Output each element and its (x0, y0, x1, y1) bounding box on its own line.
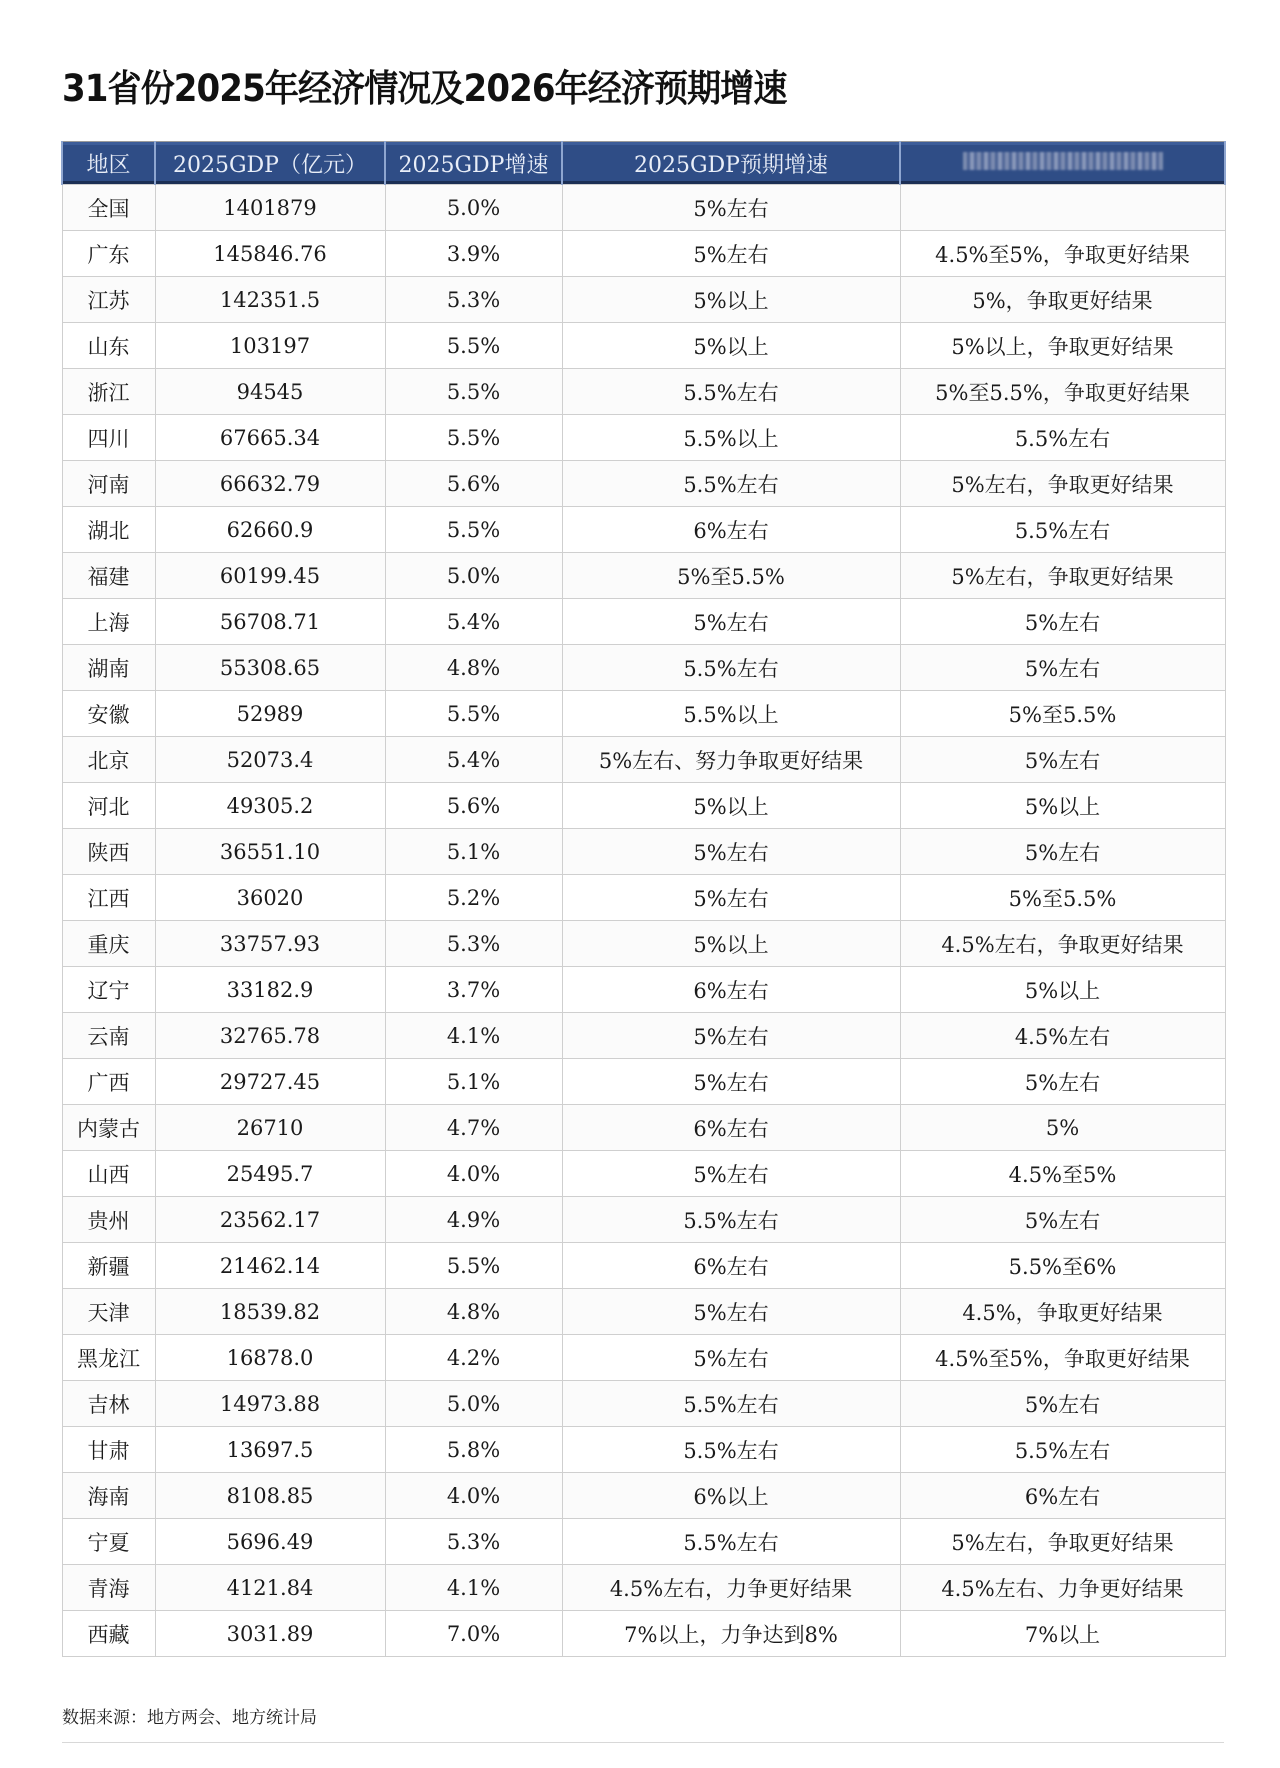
cell-gdp-growth: 5.3% (385, 1519, 562, 1565)
cell-expected-growth: 5%左右 (562, 1013, 900, 1059)
table-row (62, 783, 1225, 829)
cell-target-2026: 5%左右 (900, 829, 1225, 875)
table-row (62, 1381, 1225, 1427)
cell-region: 北京 (62, 737, 155, 783)
cell-target-2026: 5.5%至6% (900, 1243, 1225, 1289)
cell-region: 浙江 (62, 369, 155, 415)
cell-gdp-growth: 5.0% (385, 185, 562, 231)
cell-region: 内蒙古 (62, 1105, 155, 1151)
cell-region: 重庆 (62, 921, 155, 967)
cell-target-2026: 4.5%左右、力争更好结果 (900, 1565, 1225, 1611)
cell-gdp-growth: 5.0% (385, 553, 562, 599)
cell-expected-growth: 5.5%左右 (562, 1519, 900, 1565)
cell-target-2026: 5%左右 (900, 599, 1225, 645)
cell-gdp-growth: 5.0% (385, 1381, 562, 1427)
cell-gdp: 26710 (155, 1105, 385, 1151)
table-row (62, 599, 1225, 645)
cell-expected-growth: 6%左右 (562, 1105, 900, 1151)
cell-target-2026 (900, 185, 1225, 231)
cell-target-2026: 5%，争取更好结果 (900, 277, 1225, 323)
cell-target-2026: 4.5%，争取更好结果 (900, 1289, 1225, 1335)
cell-gdp-growth: 5.5% (385, 323, 562, 369)
cell-gdp: 49305.2 (155, 783, 385, 829)
cell-gdp-growth: 5.6% (385, 783, 562, 829)
cell-region: 江西 (62, 875, 155, 921)
cell-gdp-growth: 5.4% (385, 599, 562, 645)
table-row (62, 507, 1225, 553)
header-region: 地区 (62, 142, 155, 185)
table-row (62, 277, 1225, 323)
cell-target-2026: 5%左右 (900, 1059, 1225, 1105)
table-row (62, 1289, 1225, 1335)
cell-target-2026: 5%以上，争取更好结果 (900, 323, 1225, 369)
cell-expected-growth: 5%左右 (562, 1289, 900, 1335)
cell-region: 宁夏 (62, 1519, 155, 1565)
table-row (62, 737, 1225, 783)
table-row (62, 461, 1225, 507)
page-title: 31省份2025年经济情况及2026年经济预期增速 (62, 67, 787, 110)
cell-expected-growth: 5.5%左右 (562, 1197, 900, 1243)
cell-target-2026: 4.5%至5%，争取更好结果 (900, 1335, 1225, 1381)
cell-gdp: 13697.5 (155, 1427, 385, 1473)
cell-target-2026: 5%左右，争取更好结果 (900, 553, 1225, 599)
cell-gdp-growth: 5.6% (385, 461, 562, 507)
cell-region: 云南 (62, 1013, 155, 1059)
cell-expected-growth: 5%左右 (562, 1059, 900, 1105)
cell-region: 吉林 (62, 1381, 155, 1427)
table-row (62, 1427, 1225, 1473)
cell-gdp: 52073.4 (155, 737, 385, 783)
table-row (62, 1519, 1225, 1565)
cell-region: 山西 (62, 1151, 155, 1197)
cell-target-2026: 5%左右 (900, 645, 1225, 691)
table-row (62, 1473, 1225, 1519)
cell-region: 甘肃 (62, 1427, 155, 1473)
cell-gdp: 142351.5 (155, 277, 385, 323)
blurred-header-text (963, 152, 1163, 170)
cell-target-2026: 5%至5.5% (900, 875, 1225, 921)
cell-target-2026: 4.5%左右，争取更好结果 (900, 921, 1225, 967)
cell-gdp-growth: 5.4% (385, 737, 562, 783)
cell-gdp: 33757.93 (155, 921, 385, 967)
cell-gdp-growth: 4.0% (385, 1151, 562, 1197)
cell-expected-growth: 5%左右 (562, 599, 900, 645)
cell-gdp: 23562.17 (155, 1197, 385, 1243)
cell-gdp-growth: 5.5% (385, 691, 562, 737)
gdp-table (61, 141, 1226, 1657)
cell-gdp: 55308.65 (155, 645, 385, 691)
cell-expected-growth: 6%左右 (562, 967, 900, 1013)
cell-region: 河北 (62, 783, 155, 829)
cell-expected-growth: 5%至5.5% (562, 553, 900, 599)
cell-gdp: 21462.14 (155, 1243, 385, 1289)
table-row (62, 369, 1225, 415)
cell-gdp: 94545 (155, 369, 385, 415)
cell-gdp: 36020 (155, 875, 385, 921)
cell-target-2026: 5%以上 (900, 967, 1225, 1013)
cell-region: 四川 (62, 415, 155, 461)
table-row (62, 875, 1225, 921)
cell-expected-growth: 5.5%左右 (562, 1427, 900, 1473)
cell-expected-growth: 5%以上 (562, 783, 900, 829)
cell-expected-growth: 6%左右 (562, 1243, 900, 1289)
table-row (62, 231, 1225, 277)
cell-region: 湖北 (62, 507, 155, 553)
cell-gdp-growth: 3.7% (385, 967, 562, 1013)
cell-gdp-growth: 5.1% (385, 829, 562, 875)
cell-expected-growth: 5%以上 (562, 323, 900, 369)
table-row (62, 1243, 1225, 1289)
cell-region: 上海 (62, 599, 155, 645)
header-gdp-growth-2025: 2025GDP增速 (385, 142, 562, 185)
cell-target-2026: 5%左右 (900, 737, 1225, 783)
table-row (62, 1611, 1225, 1657)
cell-gdp-growth: 5.5% (385, 415, 562, 461)
table-row (62, 323, 1225, 369)
cell-target-2026: 5%至5.5% (900, 691, 1225, 737)
cell-gdp-growth: 4.1% (385, 1013, 562, 1059)
cell-gdp-growth: 4.0% (385, 1473, 562, 1519)
cell-gdp-growth: 3.9% (385, 231, 562, 277)
cell-expected-growth: 5%左右 (562, 1335, 900, 1381)
cell-gdp-growth: 5.8% (385, 1427, 562, 1473)
cell-region: 辽宁 (62, 967, 155, 1013)
cell-target-2026: 6%左右 (900, 1473, 1225, 1519)
cell-region: 贵州 (62, 1197, 155, 1243)
cell-gdp-growth: 4.7% (385, 1105, 562, 1151)
cell-region: 陕西 (62, 829, 155, 875)
cell-gdp: 3031.89 (155, 1611, 385, 1657)
cell-expected-growth: 5%左右 (562, 231, 900, 277)
cell-target-2026: 5.5%左右 (900, 415, 1225, 461)
table-row (62, 1151, 1225, 1197)
cell-target-2026: 5%左右 (900, 1381, 1225, 1427)
cell-gdp: 33182.9 (155, 967, 385, 1013)
cell-expected-growth: 5.5%左右 (562, 461, 900, 507)
cell-target-2026: 5.5%左右 (900, 507, 1225, 553)
cell-target-2026: 5%左右，争取更好结果 (900, 461, 1225, 507)
cell-gdp-growth: 7.0% (385, 1611, 562, 1657)
cell-expected-growth: 5%左右、努力争取更好结果 (562, 737, 900, 783)
cell-target-2026: 5%以上 (900, 783, 1225, 829)
cell-gdp: 16878.0 (155, 1335, 385, 1381)
cell-region: 黑龙江 (62, 1335, 155, 1381)
table-row (62, 1335, 1225, 1381)
cell-gdp: 62660.9 (155, 507, 385, 553)
cell-region: 新疆 (62, 1243, 155, 1289)
cell-region: 天津 (62, 1289, 155, 1335)
cell-expected-growth: 5%以上 (562, 921, 900, 967)
table-row (62, 185, 1225, 231)
table-row (62, 1105, 1225, 1151)
divider (62, 1742, 1224, 1743)
table-header-row (62, 142, 1225, 185)
table-row (62, 829, 1225, 875)
cell-expected-growth: 5.5%左右 (562, 369, 900, 415)
table-row (62, 1197, 1225, 1243)
table-row (62, 1059, 1225, 1105)
cell-target-2026: 4.5%至5% (900, 1151, 1225, 1197)
cell-gdp: 5696.49 (155, 1519, 385, 1565)
cell-expected-growth: 5%左右 (562, 829, 900, 875)
cell-gdp: 103197 (155, 323, 385, 369)
cell-gdp-growth: 5.5% (385, 507, 562, 553)
cell-region: 海南 (62, 1473, 155, 1519)
cell-gdp: 18539.82 (155, 1289, 385, 1335)
cell-region: 湖南 (62, 645, 155, 691)
header-gdp-expected-growth-2025: 2025GDP预期增速 (562, 142, 900, 185)
cell-region: 河南 (62, 461, 155, 507)
cell-gdp-growth: 5.3% (385, 921, 562, 967)
cell-expected-growth: 5.5%以上 (562, 691, 900, 737)
cell-target-2026: 4.5%左右 (900, 1013, 1225, 1059)
cell-gdp: 8108.85 (155, 1473, 385, 1519)
cell-expected-growth: 5%左右 (562, 1151, 900, 1197)
cell-region: 青海 (62, 1565, 155, 1611)
cell-target-2026: 5%至5.5%，争取更好结果 (900, 369, 1225, 415)
cell-gdp: 4121.84 (155, 1565, 385, 1611)
cell-target-2026: 5% (900, 1105, 1225, 1151)
table-row (62, 691, 1225, 737)
cell-expected-growth: 5.5%左右 (562, 645, 900, 691)
cell-gdp: 145846.76 (155, 231, 385, 277)
table-row (62, 1013, 1225, 1059)
cell-gdp-growth: 5.2% (385, 875, 562, 921)
cell-gdp-growth: 4.8% (385, 1289, 562, 1335)
cell-gdp-growth: 5.5% (385, 369, 562, 415)
cell-gdp-growth: 5.1% (385, 1059, 562, 1105)
table-row (62, 921, 1225, 967)
cell-expected-growth: 5.5%左右 (562, 1381, 900, 1427)
cell-gdp: 29727.45 (155, 1059, 385, 1105)
cell-gdp-growth: 4.1% (385, 1565, 562, 1611)
cell-expected-growth: 6%以上 (562, 1473, 900, 1519)
cell-gdp: 14973.88 (155, 1381, 385, 1427)
cell-gdp: 1401879 (155, 185, 385, 231)
cell-region: 山东 (62, 323, 155, 369)
cell-gdp: 32765.78 (155, 1013, 385, 1059)
cell-expected-growth: 6%左右 (562, 507, 900, 553)
cell-gdp: 52989 (155, 691, 385, 737)
cell-gdp: 25495.7 (155, 1151, 385, 1197)
cell-expected-growth: 4.5%左右，力争更好结果 (562, 1565, 900, 1611)
cell-expected-growth: 5%左右 (562, 185, 900, 231)
cell-target-2026: 4.5%至5%，争取更好结果 (900, 231, 1225, 277)
table-row (62, 967, 1225, 1013)
cell-region: 江苏 (62, 277, 155, 323)
cell-region: 广西 (62, 1059, 155, 1105)
cell-gdp-growth: 4.8% (385, 645, 562, 691)
cell-gdp: 36551.10 (155, 829, 385, 875)
cell-gdp-growth: 4.9% (385, 1197, 562, 1243)
cell-expected-growth: 5.5%以上 (562, 415, 900, 461)
header-gdp-2025: 2025GDP（亿元） (155, 142, 385, 185)
cell-gdp: 56708.71 (155, 599, 385, 645)
cell-region: 福建 (62, 553, 155, 599)
table-row (62, 415, 1225, 461)
data-source-note: 数据来源：地方两会、地方统计局 (62, 1708, 317, 1728)
cell-gdp-growth: 4.2% (385, 1335, 562, 1381)
cell-target-2026: 5%左右，争取更好结果 (900, 1519, 1225, 1565)
cell-expected-growth: 5%以上 (562, 277, 900, 323)
cell-expected-growth: 7%以上，力争达到8% (562, 1611, 900, 1657)
cell-expected-growth: 5%左右 (562, 875, 900, 921)
cell-region: 西藏 (62, 1611, 155, 1657)
cell-gdp: 67665.34 (155, 415, 385, 461)
cell-target-2026: 5%左右 (900, 1197, 1225, 1243)
cell-gdp: 60199.45 (155, 553, 385, 599)
cell-gdp: 66632.79 (155, 461, 385, 507)
header-blurred (900, 142, 1225, 185)
cell-region: 全国 (62, 185, 155, 231)
cell-gdp-growth: 5.3% (385, 277, 562, 323)
cell-target-2026: 5.5%左右 (900, 1427, 1225, 1473)
cell-target-2026: 7%以上 (900, 1611, 1225, 1657)
cell-gdp-growth: 5.5% (385, 1243, 562, 1289)
cell-region: 广东 (62, 231, 155, 277)
table-row (62, 553, 1225, 599)
cell-region: 安徽 (62, 691, 155, 737)
table-row (62, 645, 1225, 691)
table-row (62, 1565, 1225, 1611)
